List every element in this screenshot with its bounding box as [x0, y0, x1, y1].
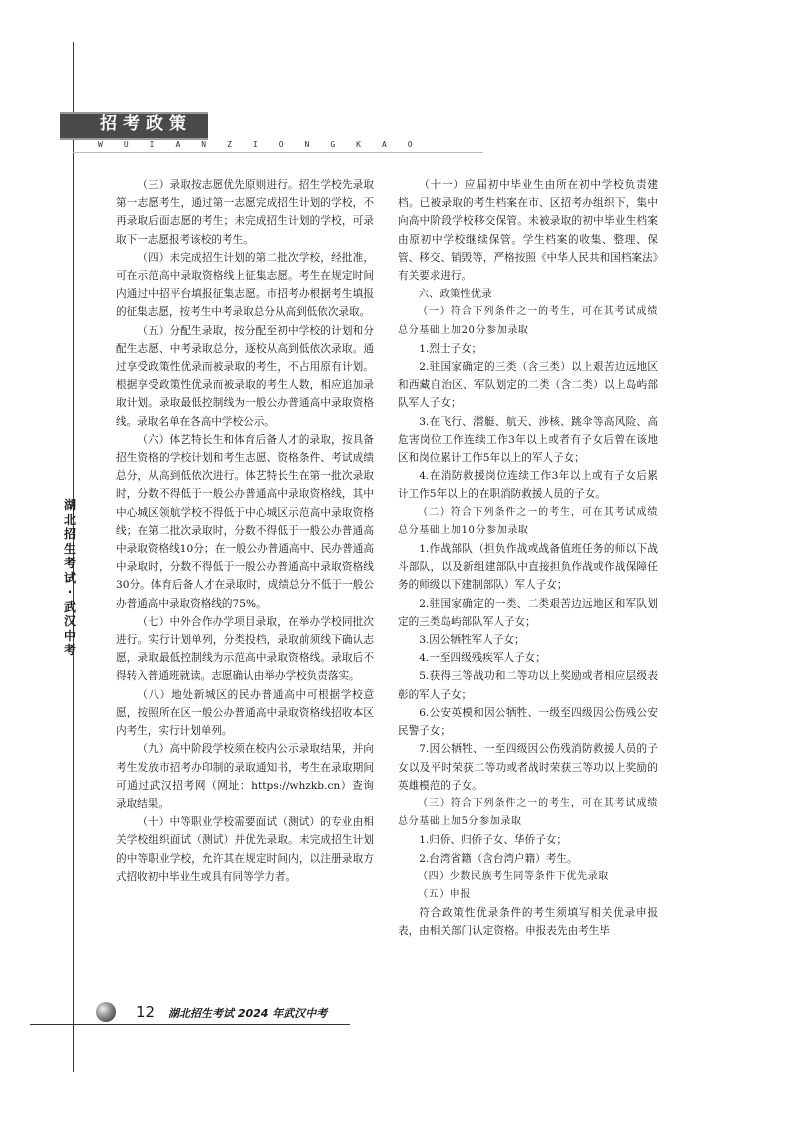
header-divider — [73, 152, 483, 153]
paragraph: 4.在消防救援岗位连续工作3年以上或有子女后累计工作5年以上的在职消防救援人员的子女。 — [398, 470, 658, 501]
footer-globe-icon — [96, 1002, 116, 1022]
paragraph: （五）申报 — [418, 888, 471, 900]
paragraph: （四）未完成招生计划的第二批次学校，经批准，可在示范高中录取资格线上征集志愿。考生在规定时间内通过中招平台填报征集志愿。市招考办根据考生填报的征集志愿，按考生中考录取总分从高到低依次录取。 — [116, 251, 374, 319]
paragraph: （九）高中阶段学校须在校内公示录取结果，并向考生发放市招考办印制的录取通知书，考生在录取期间可通过武汉招考网（网址：https://whzkb.cn）查询录取结果。 — [116, 743, 374, 810]
right-column — [398, 176, 658, 941]
paragraph: （七）中外合作办学项目录取，在举办学校同批次进行。实行计划单列，分类投档，录取前须线下确认志愿，录取最低控制线为示范高中录取资格线。录取后不得转入普通班就读。志愿确认由举办学校负责落实。 — [116, 615, 374, 683]
paragraph: 6.公安英模和因公牺牲、一级至四级因公伤残公安民警子女； — [398, 706, 658, 738]
paragraph: （十一）应届初中毕业生由所在初中学校负责建档。已被录取的考生档案在市、区招考办组织下，集中向高中阶段学校移交保管。未被录取的初中毕业生档案由原初中学校继续保管。学生档案的收集、整理、保管、移交、销毁等，严格按照《中华人民共和国档案法》有关要求进行。 — [398, 179, 658, 283]
footer-publication: 湖北招生考试 2024 年武汉中考 — [168, 1007, 328, 1020]
paragraph: 1.归侨、归侨子女、华侨子女； — [419, 834, 568, 847]
paragraph: （四）少数民族考生同等条件下优先录取 — [418, 870, 609, 882]
paragraph: （三）符合下列条件之一的考生，可在其考试成绩总分基础上加5分参加录取 — [398, 797, 658, 828]
paragraph: 5.获得三等战功和二等功以上奖励或者相应层级表彰的军人子女； — [398, 670, 658, 701]
paragraph: （五）分配生录取，按分配至初中学校的计划和分配生志愿、中考录取总分，逐校从高到低依次录取。通过享受政策性优录而被录取的考生，不占用原有计划。根据享受政策性优录而被录取的考生人数，相应追加录取计划。录取最低控制线为一般公办普通高中录取资格线。录取名单在各高中学校公示。 — [116, 324, 374, 428]
paragraph: （六）体艺特长生和体育后备人才的录取，按具备招生资格的学校计划和考生志愿、资格条件、考试成绩总分，从高到低依次进行。体艺特长生在第一批次录取时，分数不得低于一般公办普通高中录取资格线，其中中心城区领航学校不得低于中心城区示范高中录取资格线；在第二批次录取时，分数不得低于一般公办普通高中录取资格线10分；在一般公办普通高中、民办普通高中录取时，分数不得低于一般公办普通高中录取资格线30分。体育后备人才在录取时，成绩总分不低于一般公办普通高中录取资格线的75%。 — [116, 433, 374, 610]
paragraph: 3.在飞行、潜艇、航天、涉核、跳伞等高风险、高危害岗位工作连续工作3年以上或者有子女后曾在该地区和岗位累计工作5年以上的军人子女； — [398, 415, 658, 465]
section-heading: 六、政策性优录 — [418, 288, 492, 301]
paragraph: 2.驻国家确定的三类（含三类）以上艰苦边远地区和西藏自治区、军队划定的二类（含二类）以上岛屿部队军人子女； — [398, 361, 658, 410]
left-column — [116, 176, 374, 886]
paragraph: 1.烈士子女； — [419, 342, 483, 355]
footer-divider — [30, 1024, 350, 1025]
paragraph: （二）符合下列条件之一的考生，可在其考试成绩总分基础上加10分参加录取 — [398, 506, 658, 536]
section-title: 招考政策 — [100, 114, 192, 134]
paragraph: （一）符合下列条件之一的考生，可在其考试成绩总分基础上加20分参加录取 — [398, 306, 658, 336]
paragraph: 2.台湾省籍（含台湾户籍）考生。 — [419, 852, 578, 865]
paragraph: 符合政策性优录条件的考生须填写相关优录申报表，由相关部门认定资格。申报表先由考生毕 — [398, 907, 658, 938]
paragraph: 4.一至四级残疾军人子女； — [419, 652, 546, 665]
page-number: 12 — [136, 1003, 156, 1021]
section-subtitle: WUIANZIONGKAO — [98, 140, 434, 149]
paragraph: （三）录取按志愿优先原则进行。招生学校先录取第一志愿考生，通过第一志愿完成招生计划的学校，不再录取后面志愿的考生；未完成招生计划的学校，可录取下一志愿报考该校的考生。 — [116, 179, 374, 246]
paragraph: 3.因公牺牲军人子女； — [419, 634, 525, 647]
side-running-title: 湖北招生考试·武汉中考 — [63, 498, 76, 657]
paragraph: （八）地处新城区的民办普通高中可根据学校意愿，按照所在区一般公办普通高中录取资格线招收本区内考生，实行计划单列。 — [116, 688, 374, 738]
paragraph: 2.驻国家确定的一类、二类艰苦边远地区和军队划定的三类岛屿部队军人子女； — [398, 597, 658, 628]
paragraph: 7.因公牺牲、一至四级因公伤残消防救援人员的子女以及平时荣获二等功或者战时荣获三等功以上奖励的英雄模范的子女。 — [398, 743, 658, 792]
paragraph: （十）中等职业学校需要面试（测试）的专业由相关学校组织面试（测试）并优先录取。未完成招生计划的中等职业学校，允许其在规定时间内，以注册录取方式招收初中毕业生或具有同等学力者。 — [116, 816, 374, 883]
paragraph: 1.作战部队（担负作战或战备值班任务的师以下战斗部队，以及新组建部队中直接担负作战或作战保障任务的师级以下建制部队）军人子女； — [398, 543, 658, 592]
